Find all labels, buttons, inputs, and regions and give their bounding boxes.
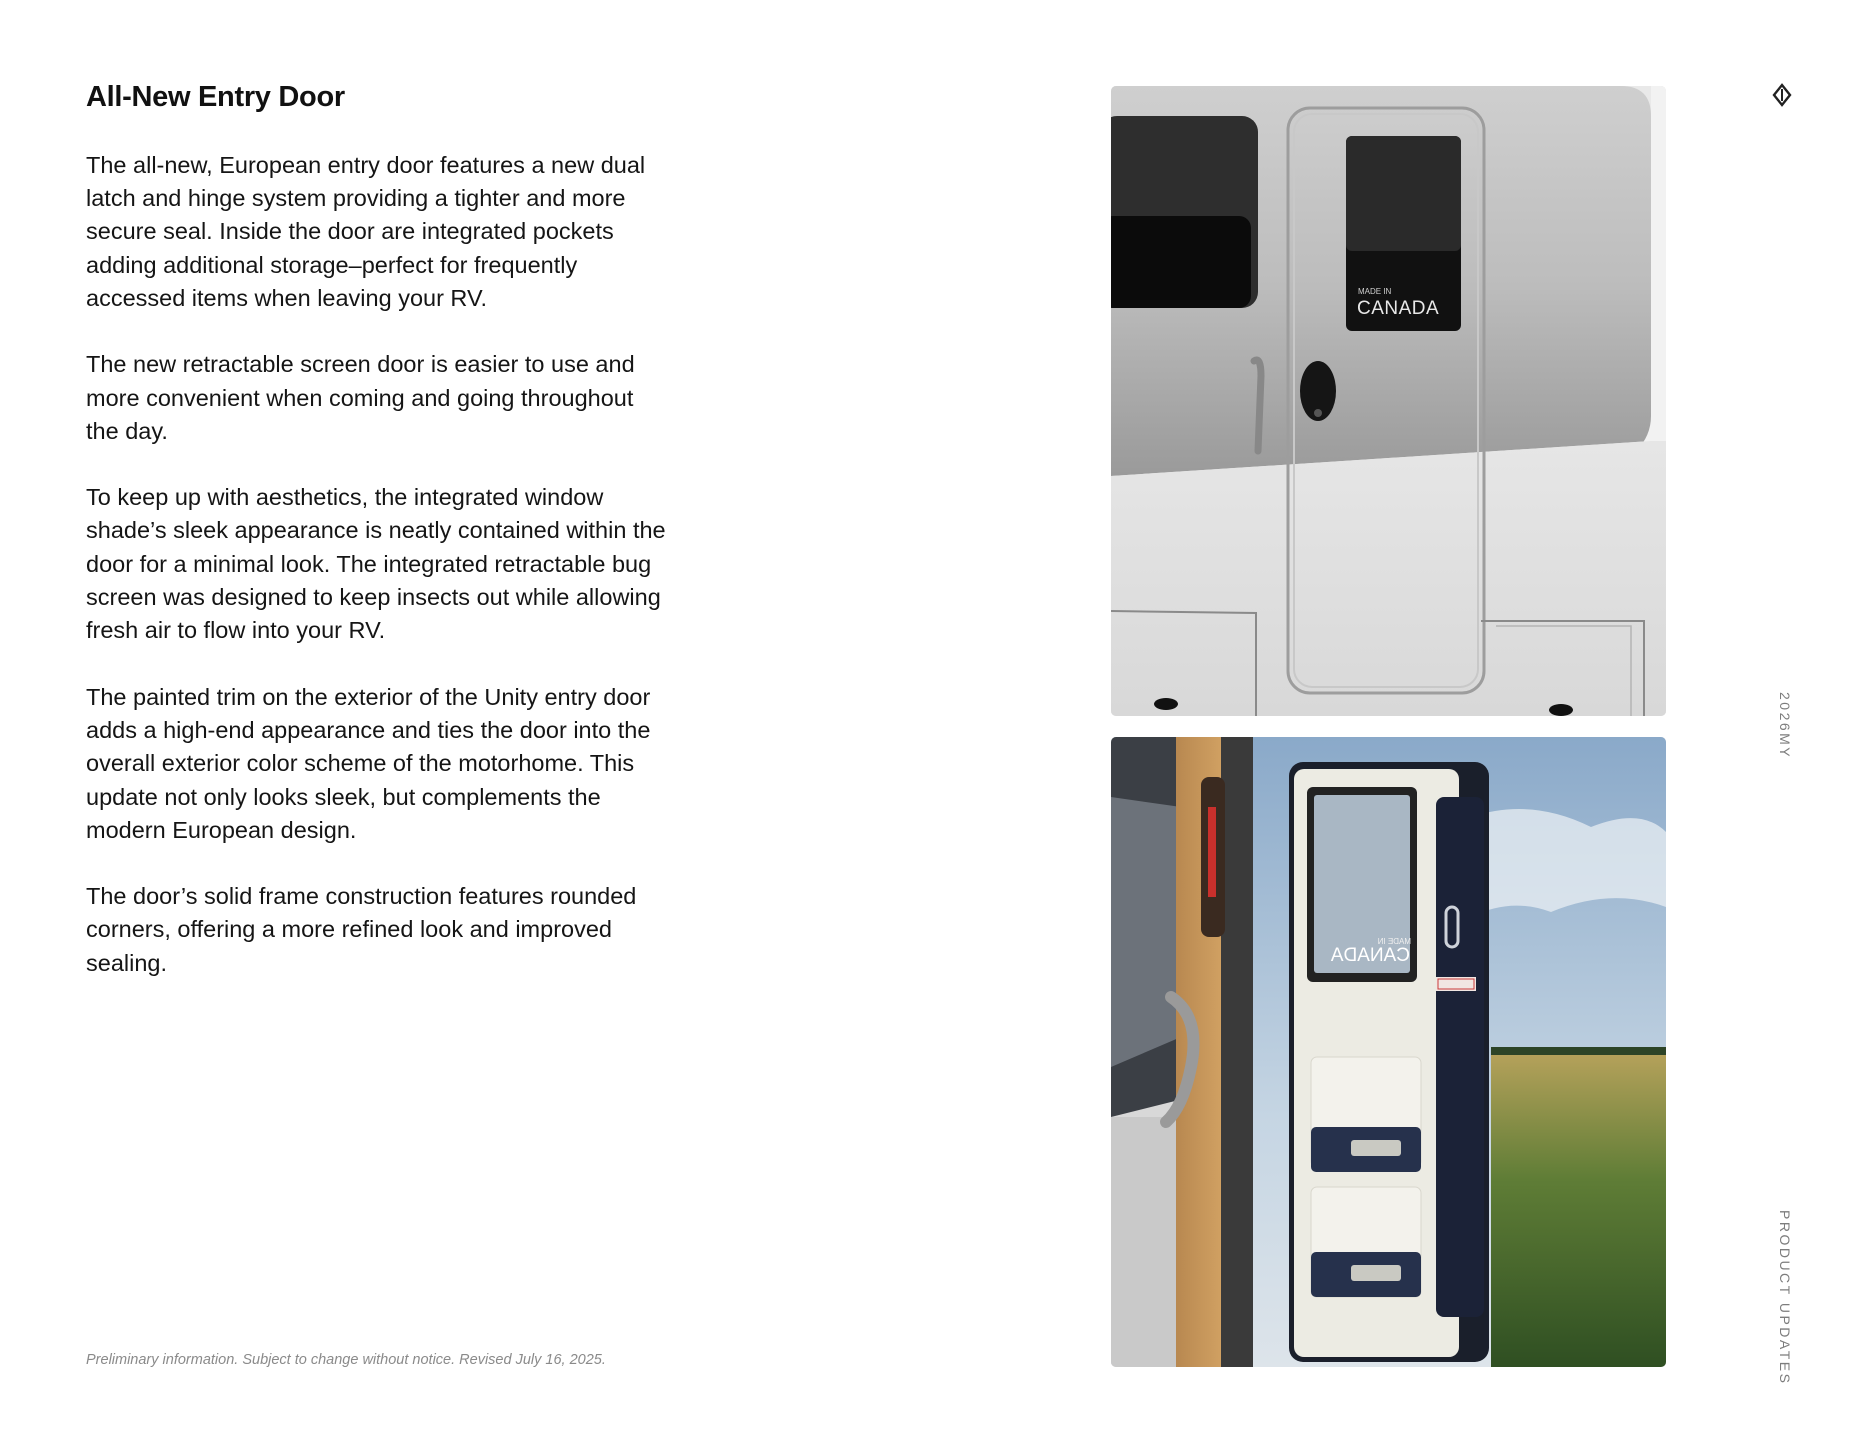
sidebar-section-label: PRODUCT UPDATES: [1777, 1210, 1793, 1386]
canada-badge-bottom: CANADA: [1330, 945, 1410, 966]
article: [86, 80, 666, 980]
canada-badge-top: CANADA: [1357, 298, 1440, 319]
paragraph-3: To keep up with aesthetics, the integrated window shade’s sleek appearance is neatly contained within the door for a minimal look. The integrated retractable bug screen was designed to keep insects out while allowing fresh air to flow into your RV.: [86, 484, 666, 644]
paragraph-1: The all-new, European entry door features a new dual latch and hinge system providing a tighter and more secure seal. Inside the door are integrated pockets adding additional storage–perfect for frequently accessed items when leaving your RV.: [86, 151, 646, 311]
brand-logo-icon: [1771, 83, 1793, 107]
page-title: All-New Entry Door: [86, 81, 345, 113]
entry-door-interior-photo: [1111, 737, 1666, 1367]
made-in-label-bottom: MADE IN: [1377, 937, 1411, 946]
paragraph-2: The new retractable screen door is easier to use and more convenient when coming and going throughout the day.: [86, 351, 635, 444]
paragraph-5: The door’s solid frame construction features rounded corners, offering a more refined look and improved sealing.: [86, 883, 637, 976]
made-in-label-top: MADE IN: [1358, 287, 1392, 296]
footnote: Preliminary information. Subject to change without notice. Revised July 16, 2025.: [86, 1352, 606, 1368]
entry-door-exterior-photo: [1111, 86, 1666, 716]
sidebar-year-label: 2026MY: [1777, 692, 1793, 760]
paragraph-4: The painted trim on the exterior of the Unity entry door adds a high-end appearance and ties the door into the overall exterior color scheme of the motorhome. This update not only looks sleek, but complements the modern European design.: [86, 683, 651, 843]
